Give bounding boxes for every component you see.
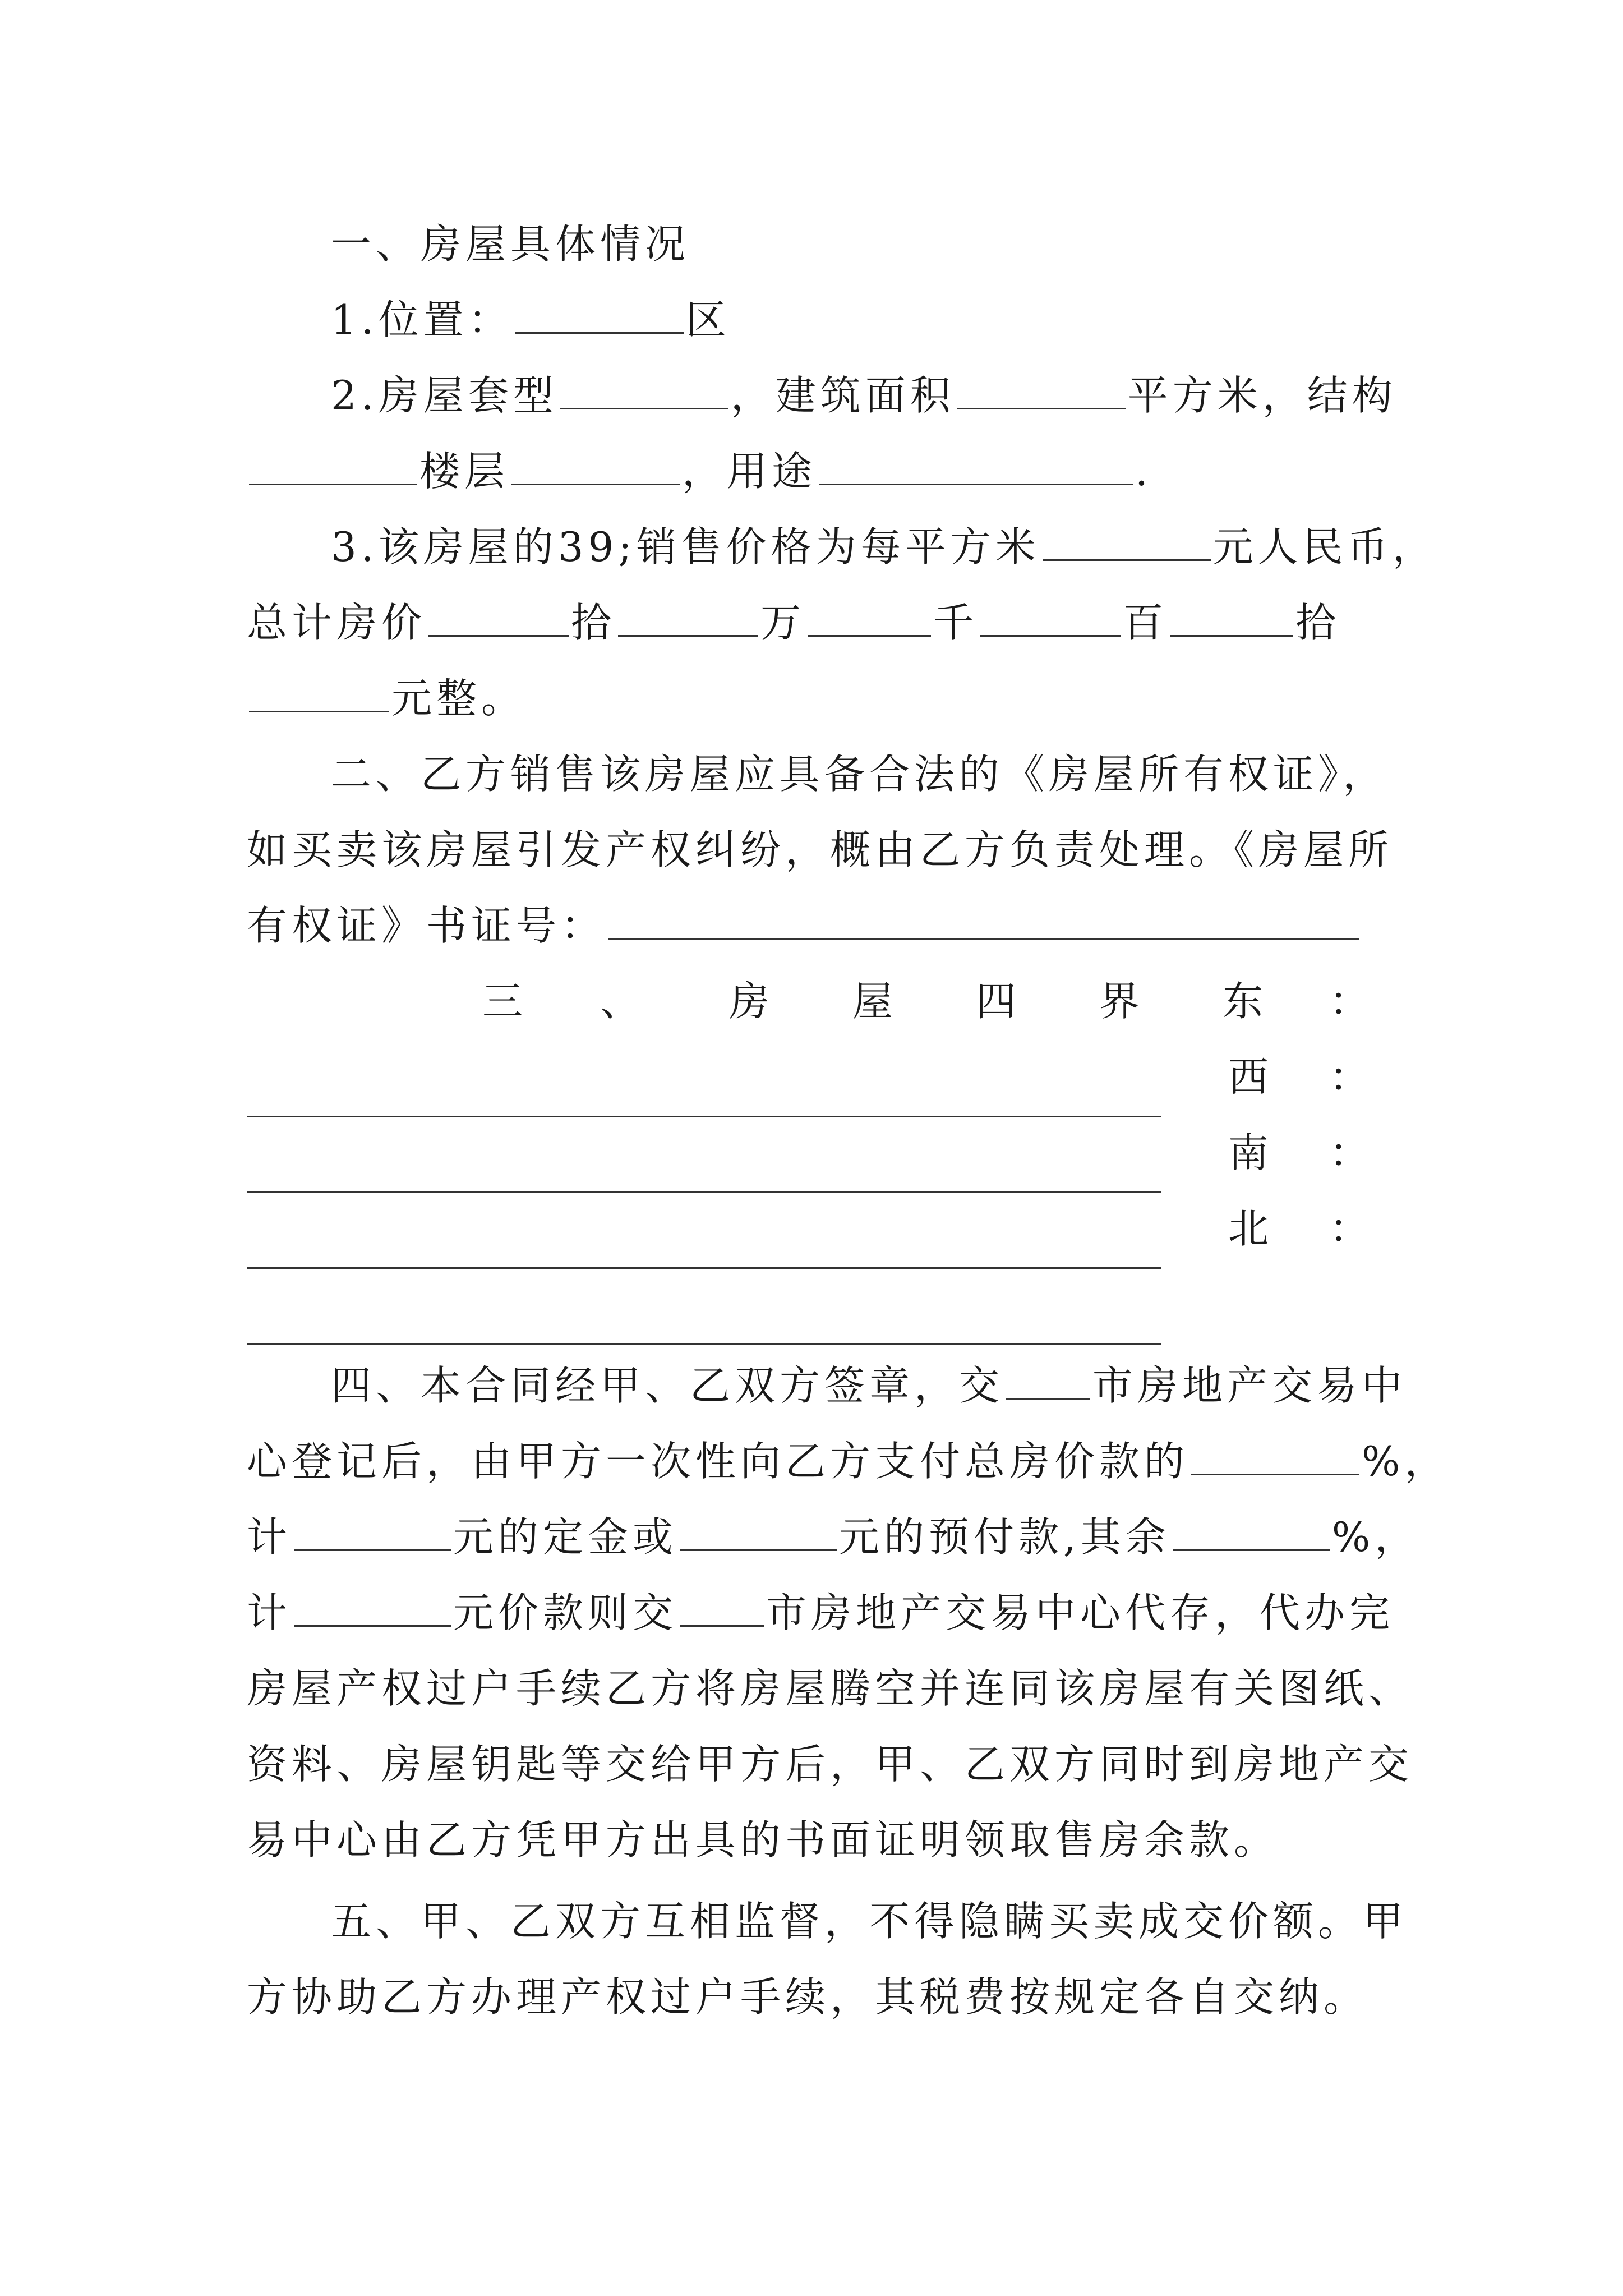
boundary-west-row: 西 ： (247, 1041, 1391, 1114)
structure-blank[interactable] (249, 436, 417, 485)
north-boundary-blank[interactable] (247, 1296, 1161, 1345)
remaining-amount-blank[interactable] (294, 1578, 451, 1627)
boundary-north-row: 北 ： (247, 1192, 1391, 1265)
section4-line7: 易中心由乙方凭甲方出具的书面证明领取售房余款。 (247, 1816, 1279, 1864)
deposit-blank[interactable] (294, 1502, 451, 1551)
city-blank-1[interactable] (1006, 1351, 1090, 1400)
price-line: 3.该房屋的39;销售价格为每平方米 元人民币， (331, 510, 1391, 583)
shi-blank[interactable] (1170, 588, 1293, 637)
city-blank-2[interactable] (680, 1578, 764, 1627)
section1-heading: 一、房屋具体情况 (331, 220, 690, 268)
south-boundary-blank[interactable] (247, 1220, 1161, 1269)
section2-line2: 如买卖该房屋引发产权纠纷，概由乙方负责处理。《房屋所 (247, 826, 1394, 873)
section3-heading: 三 、 房 屋 四 界 东 ： (482, 978, 1375, 1025)
certificate-number-blank[interactable] (608, 891, 1359, 940)
remaining-percent-blank[interactable] (1173, 1502, 1330, 1551)
area-blank[interactable] (957, 361, 1126, 409)
section4-line6: 资料、房屋钥匙等交给甲方后，甲、乙双方同时到房地产交 (247, 1741, 1414, 1788)
structure-line: 楼层 ，用途 . (247, 435, 1391, 508)
wan-blank[interactable] (618, 588, 758, 637)
section2-line3: 有权证》书证号： (247, 889, 1391, 962)
shi-wan-blank[interactable] (428, 588, 569, 637)
section4-line5: 房屋产权过户手续乙方将房屋腾空并连同该房屋有关图纸、 (247, 1665, 1414, 1712)
bai-blank[interactable] (980, 588, 1121, 637)
house-type-blank[interactable] (560, 361, 728, 409)
west-boundary-blank[interactable] (247, 1144, 1161, 1193)
total-price-end-line: 元整。 (247, 662, 1391, 735)
section4-line4: 计 元价款则交 市房地产交易中心代存，代办完 (247, 1576, 1391, 1649)
section4-line1: 四、本合同经甲、乙双方签章，交 市房地产交易中 (331, 1349, 1391, 1422)
usage-blank[interactable] (819, 436, 1133, 485)
qian-blank[interactable] (808, 588, 931, 637)
yuan-blank[interactable] (249, 664, 389, 712)
section4-line3: 计 元的定金或 元的预付款,其余 %， (247, 1501, 1391, 1573)
house-type-line: 2.房屋套型 ，建筑面积 平方米，结构 (331, 359, 1391, 432)
location-line: 1.位置： 区 (331, 283, 1391, 356)
location-blank[interactable] (515, 285, 684, 334)
east-boundary-blank[interactable] (247, 1069, 1161, 1117)
boundary-last-row (247, 1268, 1391, 1341)
unit-price-blank[interactable] (1043, 512, 1211, 561)
floor-blank[interactable] (511, 436, 680, 485)
section2-line1: 二、乙方销售该房屋应具备合法的《房屋所有权证》， (331, 751, 1388, 798)
payment-percent-blank[interactable] (1191, 1427, 1359, 1475)
section5-line2: 方协助乙方办理产权过户手续，其税费按规定各自交纳。 (247, 1973, 1369, 2021)
section4-line2: 心登记后，由甲方一次性向乙方支付总房价款的 %， (247, 1425, 1391, 1498)
boundary-south-row: 南 ： (247, 1116, 1391, 1189)
total-price-line: 总计房价 拾 万 千 百 拾 (247, 586, 1391, 659)
prepayment-blank[interactable] (680, 1502, 837, 1551)
section5-line1: 五、甲、乙双方互相监督，不得隐瞒买卖成交价额。甲 (331, 1898, 1408, 1945)
